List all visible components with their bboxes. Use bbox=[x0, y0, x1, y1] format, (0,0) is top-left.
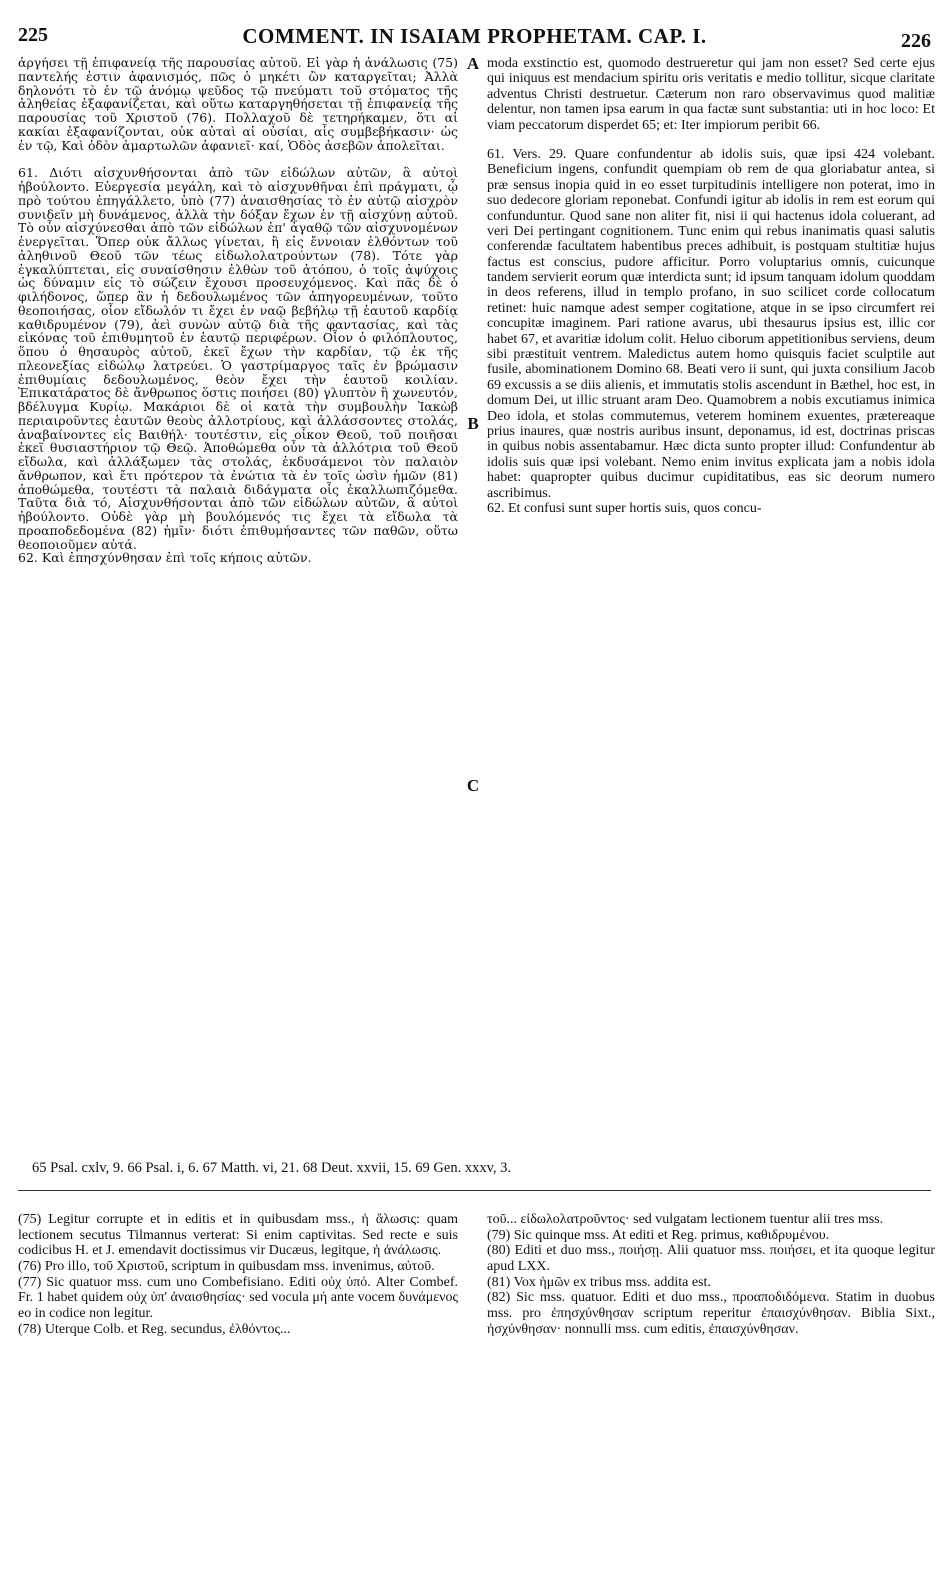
footnote-78-continuation: τοῦ... εἰδωλολατροῦντος· sed vulgatam lectionem tuentur alii tres mss. bbox=[487, 1212, 884, 1227]
footnotes-right bbox=[487, 1212, 935, 1337]
section-marker-c: C bbox=[466, 776, 480, 795]
greek-paragraph-62: 62. Καὶ ἐπησχύνθησαν ἐπὶ τοῖς κήποις αὐτῶν. bbox=[18, 550, 312, 566]
latin-paragraph-continuation: moda exstinctio est, quomodo destrueretur qui jam non esset? Sed certe ejus qui iniquus est mendacium spiritu oris veritatis e medio tollitur, sicque claritate adventus Christi destruetur. Cæterum non raro observavimus quod malitiæ delentur, non tamen ipsa earum in qua factæ sunt substantia: uti in hoc loco: Et viam peccatorum disperdet 65; et: Iter impiorum peribit 66. bbox=[487, 56, 935, 133]
section-marker-a: A bbox=[466, 54, 480, 73]
greek-paragraph-61: 61. Διότι αἰσχυνθήσονται ἀπὸ τῶν εἰδώλων αὐτῶν, ἃ αὐτοὶ ἠβούλοντο. Εὐεργεσία μεγάλη, καὶ τὸ αἰσχυνθῆναι ἐπὶ πράγματι, ᾧ πρὸ τούτου ἐπηγάλλετο, ὑπὸ (77) ἀναισθησίας τὸ ἐν αὐτῷ αἰσχρὸν συνιδεῖν μὴ δυνάμενος, ἀλλὰ τὴν δόξαν ἔχων ἐν τῇ αἰσχύνῃ αὐτοῦ. Τὸ οὖν αἰσχύνεσθαι ἀπὸ τῶν εἰδώλων ἐπ' ἀγαθῷ τῶν αἰσχυνομένων ἐνεργεῖται. Ὅπερ οὐκ ἄλλως γίνεται, ἢ εἰς ἔννοιαν ἐλθόντων τοῦ ἀληθινοῦ Θεοῦ τῶν τέως εἰδωλολατρούντων (78). Τότε γὰρ ἐγκαλύπτεται, εἰς συναίσθησιν ἐλθὼν τοῦ ἀτόπου, ὁ τοῖς ἀψύχοις ὡς δύναμιν εἰς τὸ σώζειν ἔχουσι προσευχόμενος. Καὶ πᾶς δὲ ὁ φιλήδονος, ὥπερ ἂν ἡ δεδουλωμένος τῶν ἀπηγορευμένων, τοῦτο θεοποιήσας, οἷον εἴδωλόν τι ἔχει ἐν ναῷ βεβήλῳ τῇ ἑαυτοῦ καρδίᾳ καθιδρυμένον (79), ἀεὶ συνὼν αὐτῷ διὰ τῆς φαντασίας, καὶ τὰς εἰκόνας τοῦ ἐπιθυμητοῦ ἐν ἑαυτῷ περιφέρων. Οἷον ὁ φιλόπλουτος, ὅπου ὁ θησαυρὸς αὐτοῦ, ἐκεῖ ἔχων τὴν καρδίαν, τῷ ἐκ τῆς πλεονεξίας εἰδώλῳ λατρεύει. Ὁ γαστρίμαργος ταῖς ἐν βρώμασιν ἐπιθυμίαις δεδουλωμένος, θεὸν ἔχει τὴν ἑαυτοῦ κοιλίαν. Ἐπικατάρατος δὲ ἄνθρωπος ὅστις ποιήσει (80) γλυπτὸν ἢ χωνευτόν, βδέλυγμα Κυρίῳ. Μακάριοι δὲ οἱ κατὰ τὴν συμβουλὴν Ἰακὼβ περιαιροῦντες ἑαυτῶν θεοὺς ἀλλοτρίους, καὶ ἀλλάσσοντες στολάς, ἀναβαίνοντες εἰς Βαιθήλ· τουτέστιν, εἰς οἶκον Θεοῦ, τοῦ ποιῆσαι ἐκεῖ θυσιαστήριον τῷ Θεῷ. Ἀποθώμεθα οὖν τὰ ἀλλότρια τοῦ Θεοῦ εἴδωλα, καὶ ἀλλάξωμεν τὰς στολάς, ἐκδυσάμενοι τὸν παλαιὸν ἄνθρωπον, καὶ ἔτι πρότερον τὰ ἐνώτια τὰ ἐν τοῖς ὠσὶν ἡμῶν (81) ἀποθώμεθα, τουτέστι τὰ παλαιὰ διδάγματα οἷς ἐκαλλωπιζόμεθα. Ταῦτα διὰ τό, Αἰσχυνθήσονται ἀπὸ τῶν εἰδώλων αὐτῶν, ἃ αὐτοὶ ἠβούλοντο. Οὐδὲ γὰρ μὴ βουλόμενός τις ἔχει τὰ εἴδωλα τὰ προαποδεδομένα (82) ἡμῖν· διότι ἐπιθυμήσαντες τῶν παθῶν, οὕτω θεοποιοῦμεν αὐτά. bbox=[18, 165, 458, 552]
page-number-right: 226 bbox=[901, 30, 931, 52]
page-header bbox=[18, 18, 931, 52]
footnote-82: (82) Sic mss. quatuor. Editi et duo mss., προαποδιδόμενα. Statim in duobus mss. pro ἐπησχύνθησαν scriptum reperitur ἐπαισχύνθησαν. Biblia Sixt., ἠσχύνθησαν· nonnulli mss. cum editis, ἐπαισχύνθησαν. bbox=[487, 1290, 935, 1337]
latin-column bbox=[487, 56, 935, 516]
footnote-80: (80) Editi et duo mss., ποιήσῃ. Alii quatuor mss. ποιήσει, et ita quoque legitur apud LXX. bbox=[487, 1243, 935, 1275]
greek-column bbox=[18, 56, 458, 565]
footnote-79: (79) Sic quinque mss. At editi et Reg. primus, καθιδρυμένου. bbox=[487, 1227, 830, 1243]
footnote-78: (78) Uterque Colb. et Reg. secundus, ἐλθόντος... bbox=[18, 1321, 291, 1337]
greek-paragraph-continuation: ἀργήσει τῇ ἐπιφανείᾳ τῆς παρουσίας αὐτοῦ. Εἰ γὰρ ἡ ἀνάλωσις (75) παντελής ἐστιν ἀφανισμός, πῶς ὁ μηκέτι ὢν καταργεῖται; Ἀλλὰ δηλονότι τὸ ἐν τῷ ἀνόμῳ ψεῦδος τῷ πνεύματι τοῦ στόματος τῆς ἀληθείας ἐξαφανίζεται, καὶ οὕτω καταργηθήσεται τῇ ἐπιφανείᾳ τῆς παρουσίας τοῦ Χριστοῦ (76). Πολλαχοῦ δὲ τετηρήκαμεν, ὅτι αἱ κακίαι ἐξαφανίζονται, οὐκ αὐταὶ αἱ οὐσίαι, αἷς συμβεβήκασιν· ὡς ἐν τῷ, Καὶ ὁδὸν ἁμαρτωλῶν ἀφανιεῖ· καί, Ὁδὸς ἀσεβῶν ἀπολεῖται. bbox=[18, 55, 458, 153]
footnote-divider bbox=[18, 1190, 931, 1191]
footnote-75: (75) Legitur corrupte et in editis et in quibusdam mss., ἡ ἅλωσις: quam lectionem secutus Tilmannus verterat: Si enim captivitas. Sed recte e suis codicibus H. et J. emendavit doctissimus vir Ducæus, legitque, ἡ ἀνάλωσις. bbox=[18, 1212, 458, 1259]
latin-paragraph-61: 61. Vers. 29. Quare confundentur ab idolis suis, quæ ipsi 424 volebant. Beneficium ingens, confundit quempiam ob rem de qua gloriabatur antea, si præ sensus inopia quid in eo esset turpitudinis intelligere non poterat, imo in suo dedecore gloriam reponebat. Confundi igitur ab idolis in rem est eorum qui confunduntur. Quod sane non aliter fit, nisi ii qui hactenus idola coluerant, ad veri Dei pertingant cognitionem. Tunc enim qui rebus inanimatis quasi salutis conferendæ facultatem habentibus preces adhibuit, is postquam stultitiæ hujus factus est conscius, pudore afficitur. Porro voluptarius omnis, cuicunque tandem servierit eorum quæ interdicta sunt; id ipsum tanquam idolum quoddam in deos referens, illud in templo profano, in suo scilicet corde collocatum retinet: huic namque adest semper cogitatione, atque in se ipso circumfert rei concupitæ imaginem. Pari ratione avarus, ubi thesaurus ipsius est, illic cor habet 67, et avaritiæ idolum colit. Heluo ciborum appetitionibus serviens, deum sibi præstituit ventrem. Maledictus autem homo quisquis faciet sculptile aut fusile, abominationem Domino 68. Beati vero ii sunt, qui juxta consilium Jacob 69 excussis a se diis alienis, et immutatis stolis ascendunt in Bæthel, hoc est, in domum Dei, ut illic struant aram Deo. Quamobrem a nobis excutiamus inimica Deo idola, et stolas commutemus, veterem hominem exuentes, prætereaque prius inaures, quæ nostris auribus insunt, deponamus, id est, doctrinas priscas in quibus nobis assentabamur. Hæc dicta sunto propter illud: Confundentur ab idolis suis quæ ipsi volebant. Nemo enim invitus explicata jam a nobis idola habet: quapropter quibus ducimur cupiditatibus, eas sic deorum numero ascribimus. bbox=[487, 146, 935, 501]
scripture-references: 65 Psal. cxlv, 9. 66 Psal. i, 6. 67 Matth. vi, 21. 68 Deut. xxvii, 15. 69 Gen. xxxv, 3. bbox=[32, 1160, 512, 1176]
running-title: COMMENT. IN ISAIAM PROPHETAM. CAP. I. bbox=[242, 24, 707, 48]
latin-paragraph-62: 62. Et confusi sunt super hortis suis, quos concu- bbox=[487, 500, 762, 516]
footnote-76: (76) Pro illo, τοῦ Χριστοῦ, scriptum in quibusdam mss. invenimus, αὐτοῦ. bbox=[18, 1259, 435, 1275]
footnotes-left bbox=[18, 1212, 458, 1337]
page-number-left: 225 bbox=[18, 24, 48, 46]
footnote-77: (77) Sic quatuor mss. cum uno Combefisiano. Editi οὐχ ὑπό. Alter Combef. Fr. 1 habet quidem οὐχ ὑπ' ἀναισθησίας· sed vocula μή ante vocem δυνάμενος eo in codice non legitur. bbox=[18, 1274, 458, 1322]
section-marker-b: B bbox=[467, 414, 479, 433]
footnote-81: (81) Vox ἡμῶν ex tribus mss. addita est. bbox=[487, 1274, 711, 1290]
